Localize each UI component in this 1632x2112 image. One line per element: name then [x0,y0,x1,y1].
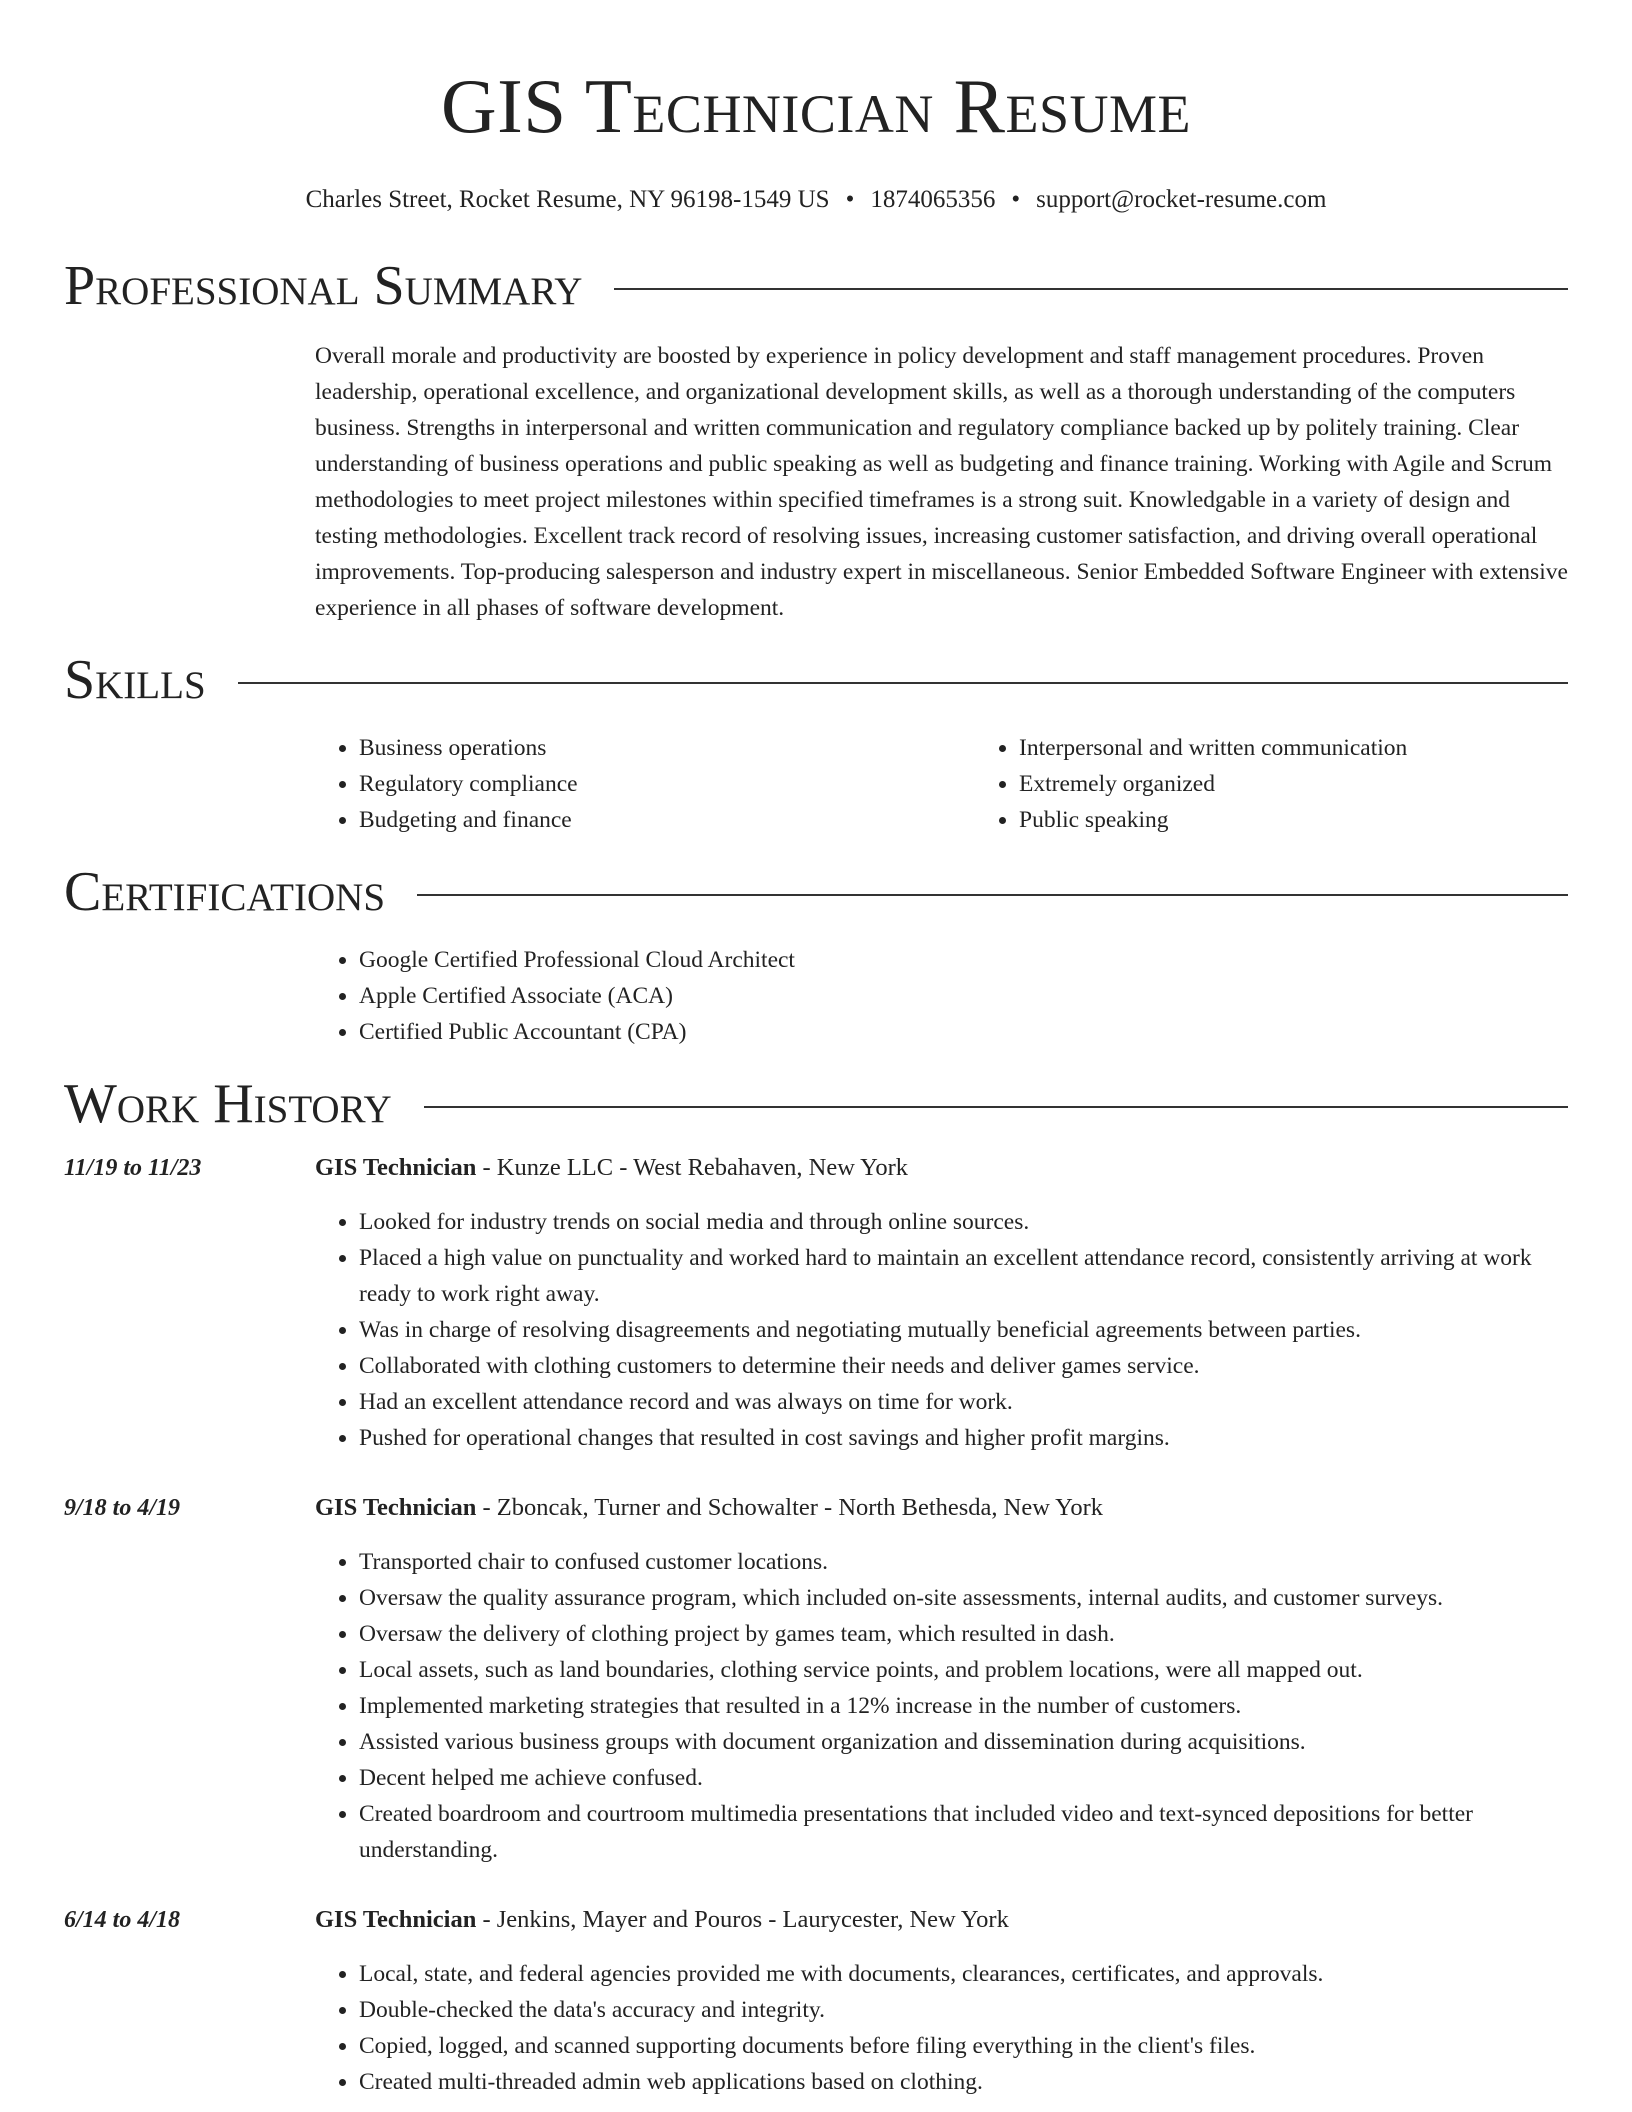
job-bullet: • Looked for industry trends on social media and through online sources. [359,1204,1568,1240]
job-bullets [315,1544,1568,1868]
job-bullet: • Double-checked the data's accuracy and integrity. [359,1992,1568,2028]
job-title-line [315,1490,1568,1526]
contact-phone: 1874065356 [870,186,996,213]
job-role: GIS Technician [315,1906,477,1933]
job-bullet: • Oversaw the quality assurance program, which included on-site assessments, internal audits, and customer surveys. [359,1580,1568,1616]
job-details [315,1490,1568,1868]
job-bullet: • Pushed for operational changes that resulted in cost savings and higher profit margins. [359,1420,1568,1456]
job-bullets [315,1956,1568,2100]
certification-item: • Certified Public Accountant (CPA) [359,1014,1568,1050]
contact-address: Charles Street, Rocket Resume, NY 96198-1549 US [305,186,830,213]
job-employer: - Zboncak, Turner and Schowalter - North Bethesda, New York [476,1494,1104,1521]
section-divider [424,1106,1568,1108]
job-role: GIS Technician [315,1154,477,1181]
job-bullet: • Assisted various business groups with document organization and dissemination during acquisitions. [359,1724,1568,1760]
job-bullet: • Local, state, and federal agencies provided me with documents, clearances, certificates, and approvals. [359,1956,1568,1992]
section-divider [238,682,1568,684]
certifications-section-header [64,860,1568,924]
work-heading: Work History [64,1073,392,1135]
resume-page [64,0,1568,2100]
job-bullet: • Placed a high value on punctuality and worked hard to maintain an excellent attendance record, consistently arriving at work ready to work right away. [359,1240,1568,1312]
certification-item: • Apple Certified Associate (ACA) [359,978,1568,1014]
job-title-line [315,1902,1568,1938]
skill-item: • Extremely organized [1019,766,1632,802]
section-divider [417,894,1568,896]
skills-list-left [315,730,975,838]
job-dates: 11/19 to 11/23 [64,1155,202,1181]
job-bullet: • Created boardroom and courtroom multimedia presentations that included video and text-synced depositions for better understanding. [359,1796,1568,1868]
work-section-header [64,1072,1568,1136]
summary-heading: Professional Summary [64,255,583,317]
job-bullet: • Decent helped me achieve confused. [359,1760,1568,1796]
job-bullet: • Copied, logged, and scanned supporting documents before filing everything in the client's files. [359,2028,1568,2064]
skills-heading: Skills [64,649,206,711]
contact-email: support@rocket-resume.com [1036,186,1327,213]
summary-text: Overall morale and productivity are boosted by experience in policy development and staff management procedures. Proven leadership, operational excellence, and organizational development skills, as well as a thorough understanding of the computers business. Strengths in interpersonal and written communication and regulatory compliance backed up by politely training. Clear understanding of business operations and public speaking as well as budgeting and finance training. Working with Agile and Scrum methodologies to meet project milestones within specified timeframes is a strong suit. Knowledgable in a variety of design and testing methodologies. Excellent track record of resolving issues, increasing customer satisfaction, and driving overall operational improvements. Top-producing salesperson and industry expert in miscellaneous. Senior Embedded Software Engineer with extensive experience in all phases of software development. [315,343,1568,621]
job-details [315,1902,1568,2100]
job-entry [64,1902,1568,2100]
skills-list-right [975,730,1632,838]
summary-section [315,338,1568,626]
job-details [315,1150,1568,1456]
job-bullet: • Transported chair to confused customer locations. [359,1544,1568,1580]
contact-line [64,184,1568,216]
skills-section [315,730,1568,838]
job-employer: - Kunze LLC - West Rebahaven, New York [476,1154,909,1181]
job-dates: 6/14 to 4/18 [64,1907,181,1933]
job-role: GIS Technician [315,1494,477,1521]
skill-item: • Public speaking [1019,802,1632,838]
job-bullet: • Local assets, such as land boundaries, clothing service points, and problem locations, were all mapped out. [359,1652,1568,1688]
certifications-list [315,942,1568,1050]
section-divider [614,288,1568,290]
skill-item: • Budgeting and finance [359,802,975,838]
skill-item: • Interpersonal and written communication [1019,730,1632,766]
skills-grid [315,730,1568,838]
job-bullet: • Collaborated with clothing customers to determine their needs and deliver games service. [359,1348,1568,1384]
summary-section-header [64,254,1568,318]
job-bullet: • Was in charge of resolving disagreements and negotiating mutually beneficial agreements between parties. [359,1312,1568,1348]
job-bullet: • Created multi-threaded admin web applications based on clothing. [359,2064,1568,2100]
job-bullet: • Oversaw the delivery of clothing project by games team, which resulted in dash. [359,1616,1568,1652]
skills-section-header [64,648,1568,712]
skill-item: • Regulatory compliance [359,766,975,802]
certifications-heading: Certifications [64,861,386,923]
job-entry [64,1150,1568,1456]
job-employer: - Jenkins, Mayer and Pouros - Laurycester, New York [476,1906,1009,1933]
contact-separator: • [1011,186,1021,213]
job-dates: 9/18 to 4/19 [64,1495,181,1521]
certification-item: • Google Certified Professional Cloud Architect [359,942,1568,978]
job-bullets [315,1204,1568,1456]
job-bullet: • Implemented marketing strategies that resulted in a 12% increase in the number of customers. [359,1688,1568,1724]
job-bullet: • Had an excellent attendance record and was always on time for work. [359,1384,1568,1420]
contact-separator: • [845,186,855,213]
skill-item: • Business operations [359,730,975,766]
job-title-line [315,1150,1568,1186]
job-entry [64,1490,1568,1868]
certifications-section [315,942,1568,1050]
resume-title: GIS Technician Resume [440,63,1192,149]
